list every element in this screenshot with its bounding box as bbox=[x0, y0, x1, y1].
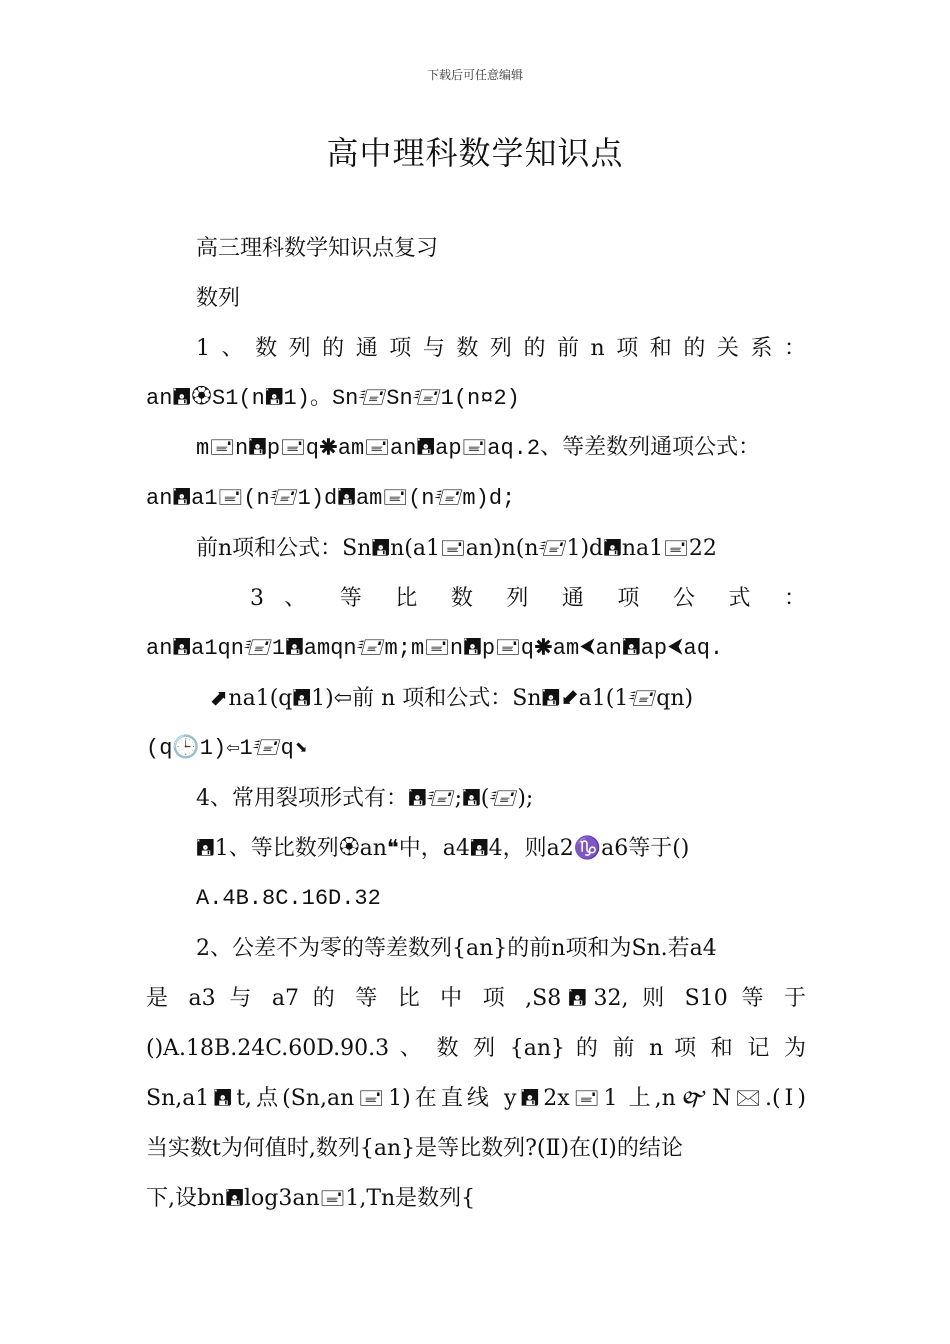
formula-line: 前n项和公式：Sn🖪n(a1🖃an)n(n🖅1)d🖪na1🖃22 bbox=[196, 536, 717, 561]
text-line: 3 、 等 比 数 列 通 项 公 式 ： bbox=[250, 586, 806, 611]
question-line: ()A.18B.24C.60D.90.3 、 数 列 {an} 的 前 n 项 和 记 为 bbox=[146, 1036, 806, 1061]
question-line: 下,设bn🖪log3an🖃1,Tn是数列{ bbox=[146, 1186, 476, 1211]
question-line: 2、公差不为零的等差数列{an}的前n项和为Sn.若a4 bbox=[196, 936, 717, 961]
formula-line: an🖪a1qn🖅1🖪amqn🖅m;m🖃n🖪p🖃q🞾am⮜an🖪ap⮜aq. bbox=[146, 636, 724, 661]
text-line: 4、常用裂项形式有：🖪🖅;🖪(🖅); bbox=[196, 786, 534, 811]
formula-line: m🖃n🖪p🖃q🞾am🖃an🖪ap🖃aq.2、等差数列通项公式： bbox=[196, 436, 761, 461]
question-line: 当实数t为何值时,数列{an}是等比数列?(Ⅱ)在(Ⅰ)的结论 bbox=[146, 1136, 683, 1161]
question-line: 是 a3 与 a7 的 等 比 中 项 ,S8🖪32, 则 S10 等 于 bbox=[146, 986, 806, 1011]
formula-line: ⬈na1(q🖪1)⇦前 n 项和公式：Sn🖪⬋a1(1🖅qn) bbox=[210, 686, 694, 711]
section-heading: 数列 bbox=[196, 286, 241, 311]
document-title: 高中理科数学知识点 bbox=[326, 134, 624, 172]
formula-line: an🖪a1🖃(n🖅1)d🖪am🖃(n🖅m)d; bbox=[146, 486, 516, 511]
options-line: A.4B.8C.16D.32 bbox=[196, 886, 381, 911]
text-line: 1、数列的通项与数列的前n项和的关系： bbox=[196, 336, 806, 361]
question-line: 🖪1、等比数列🏵an❝中，a4🖪4，则a2♑a6等于() bbox=[196, 836, 690, 861]
header-note: 下载后可任意编辑 bbox=[426, 68, 523, 82]
subtitle-line: 高三理科数学知识点复习 bbox=[196, 236, 439, 261]
formula-line: an🖪🏵S1(n🖪1)。Sn🖅Sn🖅1(n¤2) bbox=[146, 386, 520, 411]
formula-line: (q🕒1)⇦1🖅q⬊ bbox=[146, 736, 308, 761]
question-line: Sn,a1🖪t,点(Sn,an🖃1)在直线 y🖪2x🖃1 上,n🙰N🖂.(Ⅰ) bbox=[146, 1086, 806, 1111]
